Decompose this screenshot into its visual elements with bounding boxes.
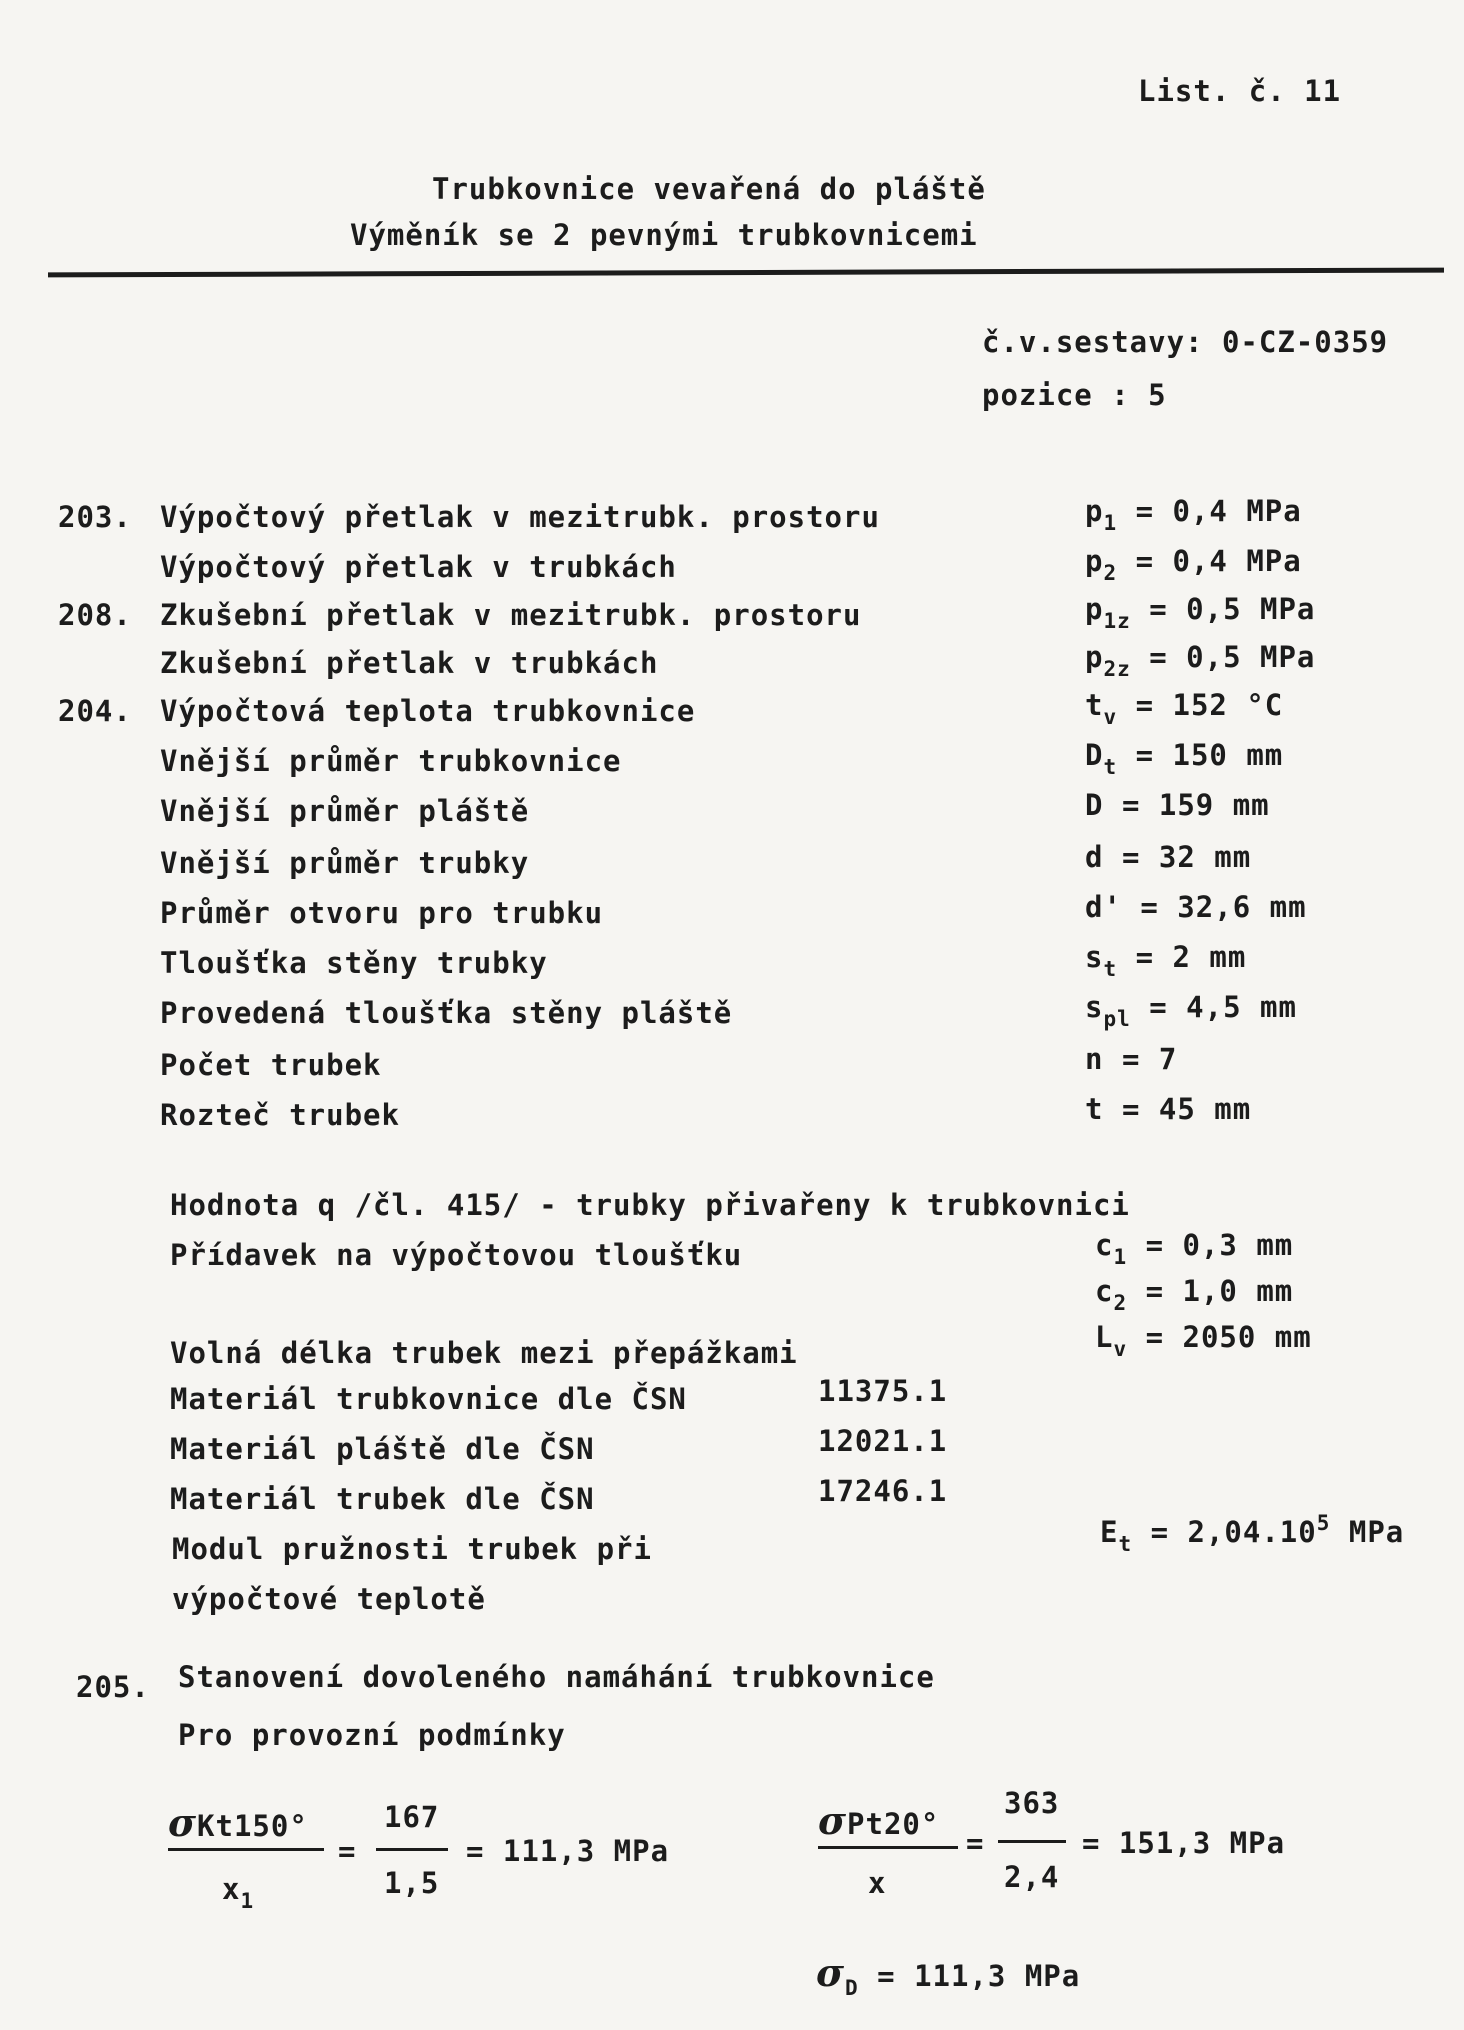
formula-2-denominator: x xyxy=(868,1866,887,1900)
formula-2-result: = 151,3 MPa xyxy=(1082,1826,1286,1860)
material-value: 11375.1 xyxy=(818,1374,948,1408)
formula-1-value-numerator: 167 xyxy=(384,1800,440,1834)
row-label: Počet trubek xyxy=(160,1048,382,1082)
formula-1-numerator: σKt150° xyxy=(168,1800,308,1845)
allowed-stress: $\sigma_D = 111,3$ MPa xyxy=(816,1950,1081,2000)
row-label: Vnější průměr pláště xyxy=(160,794,530,828)
assembly-number: č.v.sestavy: 0-CZ-0359 xyxy=(982,325,1389,359)
modulus-value: $E_t = 2,04.10^5$ MPa xyxy=(1100,1511,1405,1556)
row-value: $p_{1z} = 0,5$ MPa xyxy=(1085,592,1316,633)
row-label: Provedená tloušťka stěny pláště xyxy=(160,996,733,1030)
header-rule xyxy=(48,268,1444,278)
row-number: 204. xyxy=(58,694,132,728)
row-label: Vnější průměr trubkovnice xyxy=(160,744,622,778)
row-number: 208. xyxy=(58,598,132,632)
row-value: D = 159 mm xyxy=(1085,788,1270,822)
row-label: Tloušťka stěny trubky xyxy=(160,946,548,980)
row-value: $p_2 = 0,4$ MPa xyxy=(1085,544,1302,585)
row-number: 203. xyxy=(58,500,132,534)
formula-1-value-denominator: 1,5 xyxy=(384,1866,440,1900)
row-label: Výpočtový přetlak v mezitrubk. prostoru xyxy=(160,500,880,534)
row-value: $p_{2z} = 0,5$ MPa xyxy=(1085,640,1316,681)
row-value: n = 7 xyxy=(1085,1042,1178,1076)
free-length-value: $L_v = 2050$ mm xyxy=(1095,1320,1312,1361)
row-value: $p_1 = 0,4$ MPa xyxy=(1085,494,1302,535)
formula-1-equals: = xyxy=(338,1834,357,1868)
row-label: Průměr otvoru pro trubku xyxy=(160,896,604,930)
row-value: d = 32 mm xyxy=(1085,840,1252,874)
sheet-number: List. č. 11 xyxy=(1138,74,1342,108)
material-label: Materiál trubkovnice dle ČSN xyxy=(170,1382,687,1416)
formula-1-denominator: $x_1$ xyxy=(222,1872,255,1913)
material-label: Materiál trubek dle ČSN xyxy=(170,1482,595,1516)
formula-1-value-line xyxy=(376,1848,448,1851)
row-label: Zkušební přetlak v trubkách xyxy=(160,646,659,680)
material-value: 17246.1 xyxy=(818,1474,948,1508)
formula-2-equals: = xyxy=(966,1826,985,1860)
section-205-title: Stanovení dovoleného namáhání trubkovnice xyxy=(178,1660,935,1694)
free-length-label: Volná délka trubek mezi přepážkami xyxy=(170,1336,798,1370)
formula-2-value-denominator: 2,4 xyxy=(1004,1860,1060,1894)
material-value: 12021.1 xyxy=(818,1424,948,1458)
formula-1-fraction-line xyxy=(168,1848,324,1851)
formula-2-value-line xyxy=(998,1840,1066,1843)
formula-2-fraction-line xyxy=(818,1846,958,1849)
material-label: Materiál pláště dle ČSN xyxy=(170,1432,595,1466)
row-label: Výpočtová teplota trubkovnice xyxy=(160,694,696,728)
position-number: pozice : 5 xyxy=(982,378,1167,412)
row-value: d' = 32,6 mm xyxy=(1085,890,1307,924)
modulus-label-2: výpočtové teplotě xyxy=(172,1582,486,1616)
formula-1-result: = 111,3 MPa xyxy=(466,1834,670,1868)
row-value: $s_{pl} = 4,5$ mm xyxy=(1085,990,1297,1031)
section-205-number: 205. xyxy=(76,1670,150,1704)
title-line-2: Výměník se 2 pevnými trubkovnicemi xyxy=(350,218,978,252)
row-label: Vnější průměr trubky xyxy=(160,846,530,880)
row-label: Rozteč trubek xyxy=(160,1098,400,1132)
modulus-label-1: Modul pružnosti trubek při xyxy=(172,1532,652,1566)
c2-value: $c_2 = 1,0$ mm xyxy=(1095,1274,1294,1315)
section-205-subtitle: Pro provozní podmínky xyxy=(178,1718,566,1752)
q-value-line: Hodnota q /čl. 415/ - trubky přivařeny k trubkovnici xyxy=(170,1188,1130,1222)
row-value: $D_t = 150$ mm xyxy=(1085,738,1284,779)
row-value: $s_t = 2$ mm xyxy=(1085,940,1247,981)
row-label: Zkušební přetlak v mezitrubk. prostoru xyxy=(160,598,862,632)
row-value: t = 45 mm xyxy=(1085,1092,1252,1126)
formula-2-value-numerator: 363 xyxy=(1004,1786,1060,1820)
c1-value: $c_1 = 0,3$ mm xyxy=(1095,1228,1294,1269)
title-line-1: Trubkovnice vevařená do pláště xyxy=(432,172,986,206)
row-label: Výpočtový přetlak v trubkách xyxy=(160,550,677,584)
formula-2-numerator: σPt20° xyxy=(818,1798,940,1843)
allowance-label: Přídavek na výpočtovou tloušťku xyxy=(170,1238,743,1272)
row-value: $t_v = 152$ °C xyxy=(1085,688,1284,729)
